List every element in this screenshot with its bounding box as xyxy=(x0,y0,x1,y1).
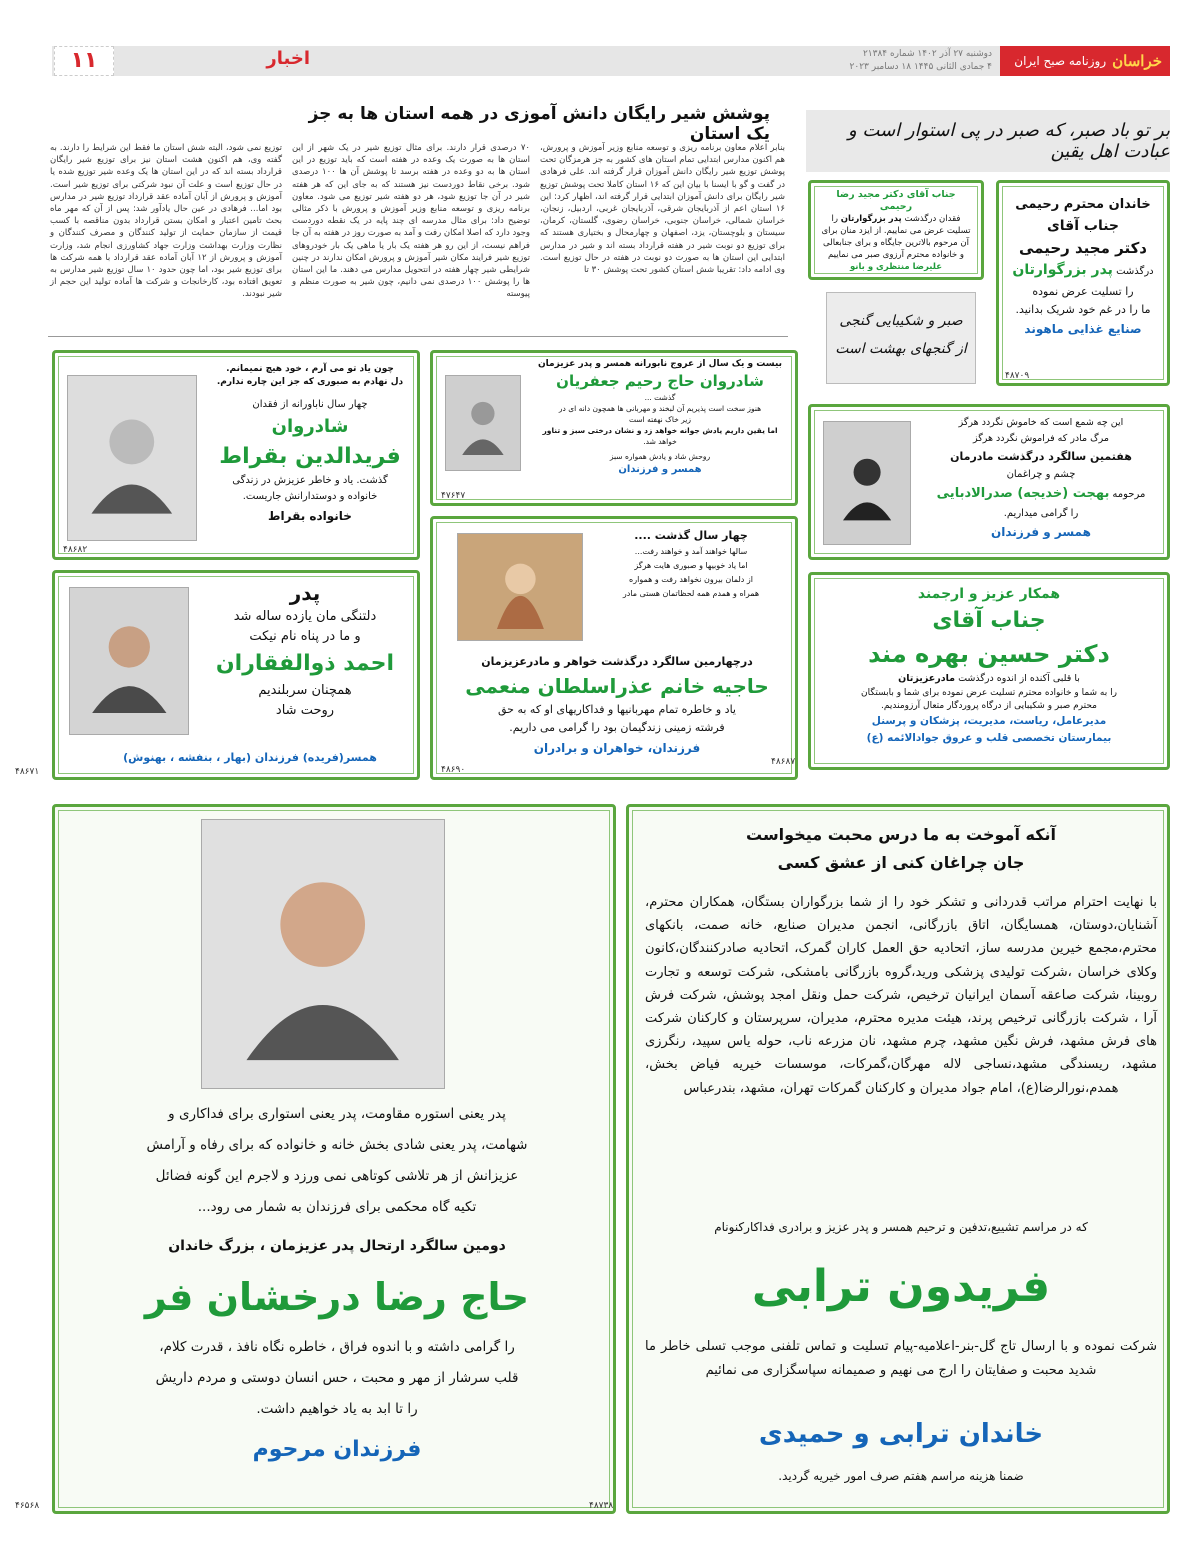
calligraphy-text: بر تو باد صبر، که صبر در پی استوار است و عبادت اهل یقین xyxy=(848,120,1170,162)
ad-signature: خاندان ترابی و حمیدی xyxy=(758,1419,1044,1449)
ad-code: ۴۸۶۷۱ xyxy=(15,767,40,777)
section-title: اخبار xyxy=(266,48,310,69)
ad-name: شادروان حاج رحیم جعفریان xyxy=(556,372,764,390)
ad-signature: خانواده بقراط xyxy=(268,509,352,523)
news-column-3: توزیع نمی شود، البته شش استان ما فقط این شرایط را دارند. به گفته وی، هم اکنون هشت استان نیز برای توزیع شیر رایگان قرارداد بسته اند که در این استان ها یک وعده شیر توزیع شده یا در حال توزیع است و علت آن نبود شرکتی برای توزیع شیر است. آموزش و پرورش از آبان آماده عقد قرارداد توزیع شیر در مدارس بود اما... فرهادی در عین حال یادآور شد: پس از آن که مهر ماه بحث تامین اعتبار و امکان بستن قرارداد بدون مناقصه با کسب قیمت از سازمان حمایت از تولید کنندگان و مصرف کنندگان و نظارت وزارت بهداشت وزارت جهاد کشاورزی انجام شد، وزارت آموزش و پرورش از ۱۲ آبان آماده عقد قرارداد با همه شرکت ها برای توزیع شیر بود، اما چون حدود ۱۰ سال توزیع شیر مدارس به تعویق افتاده بود، کارخانجات و شرکت ها آماده تولید این حجم از شیر نبودند. xyxy=(50,143,283,300)
issue-info xyxy=(830,48,992,74)
ad-text: خانواده و دوستدارانش جاریست. xyxy=(242,491,378,502)
thanks-ad-torabi xyxy=(589,804,1170,1514)
ad-name: حاج رضا درخشان فر xyxy=(144,1275,530,1319)
poem-line: از دلمان بیرون نخواهد رفت و همواره xyxy=(629,575,753,584)
poem-line: همراه و همدم همه لحظاتمان هستی مادر xyxy=(622,589,760,598)
person-photo-icon xyxy=(67,375,197,541)
ad-relation: مادرعزیزتان xyxy=(898,673,956,684)
ad-text: زیر خاک نهفته است xyxy=(629,415,691,424)
ad-code: ۴۸۷۰۹ xyxy=(1005,371,1030,381)
ad-text: ما را در غم خود شریک بدانید. xyxy=(1015,303,1151,316)
ad-text: را گرامی میداریم. xyxy=(1003,508,1079,519)
ad-text: اما یقین داریم یادش جوانه خواهد زد و نشان درختی سبز و تناور xyxy=(542,426,778,435)
poem-line: چون یاد تو می آرم ، خود هیچ نمیمانم. xyxy=(226,364,394,374)
issue-date: دوشنبه ۲۷ آذر ۱۴۰۲ شماره ۲۱۳۸۴ xyxy=(862,49,992,59)
memorial-ad-boqrat xyxy=(52,350,420,560)
news-headline: پوشش شیر رایگان دانش آموزی در همه استان ها به جز یک استان xyxy=(308,104,770,144)
ad-text: و خانواده محترم آرزوی صبر می نماییم xyxy=(828,250,964,260)
ad-title: جناب آقای دکتر مجید رضا رحیمی xyxy=(836,189,956,212)
ad-text: همچنان سربلندیم xyxy=(258,683,352,698)
news-column-2: ۷۰ درصدی قرار دارند. برای مثال توزیع شیر در یک شهر از این استان ها به صورت یک وعده در هفته است که باید توزیع در این استان ها به دو وعده در هفته برسد تا پوشش آن ها ۱۰۰ درصدی شود. برخی نقاط دوردست نیز هستند که به جای این که هر هفته شیر در آن جا توزیع شود، هر دو هفته شیر توزیع می شود. معاون برنامه ریزی و توسعه منابع وزیر آموزش و پرورش با ذکر مثالی توضیح داد: برای مثال مدرسه ای چند پایه در یک نقطه دوردست وجود دارد که اصلا امکان رفت و آمد به صورت روز در هفته به آن جا فراهم نیست، از این رو هر هفته یک بار یا ماهی یک بار خودروهای توزیع شیر فرایند مکان شیر آموزش و پرورش امکان ندارند در چنین شرایطی شیر چهار هفته در انتحویل مدارس می دهند. ما این استان ها را پوشش ۱۰۰ درصدی نمی دانیم، چون شیر به صورت منظم و پیوسته xyxy=(292,143,530,300)
ad-name: احمد ذوالفقاران xyxy=(215,651,395,676)
page-number: ۱۱ xyxy=(54,46,114,76)
ad-title: جناب آقای xyxy=(932,608,1046,633)
ad-signature: همسر و فرزندان xyxy=(618,464,702,475)
ad-code: ۴۷۶۴۷ xyxy=(441,491,466,501)
person-photo-icon xyxy=(823,421,911,545)
ad-text: آن مرحوم بالاترین جایگاه و برای جنابعالی xyxy=(823,238,969,248)
ad-text: محترم صبر و شکیبایی از درگاه پروردگار متعال آرزومندیم. xyxy=(881,701,1097,711)
ad-relation: پدر بزرگوارتان xyxy=(1012,262,1113,278)
ad-signature: فرزندان مرحوم xyxy=(252,1437,422,1462)
ad-signature: بیمارستان تخصصی قلب و عروق جوادالائمه (ع) xyxy=(866,732,1112,744)
ad-name: حاجیه خانم عذراسلطان منعمی xyxy=(465,674,769,698)
memorial-ad-zolfaghari xyxy=(15,570,420,780)
ad-addressee: خاندان محترم رحیمی xyxy=(1015,197,1151,212)
ad-signature: همسر(فریده) فرزندان (بهار ، بنفشه ، بهنوش) xyxy=(123,751,377,764)
ad-text: را به شما و خانواده محترم تسلیت عرض نموده برای شما و بابستگان xyxy=(861,688,1117,698)
calligraphy-line: صبر و شکیبایی گنجی xyxy=(839,313,963,329)
poem-line: مرگ مادر که فراموش نگردد هرگز xyxy=(973,433,1109,444)
poem-line: اما یاد خوبیها و صبوری هایت هرگز xyxy=(634,561,748,570)
ad-text: مرحومه xyxy=(1112,489,1146,500)
ad-text: درگذشت xyxy=(1116,266,1154,277)
ad-text: شرکت نموده و با ارسال تاج گل-بنر-اعلامیه-پیام تسلیت و تماس تلفنی موجب تسلی خاطر ما شدید محبت و صفایتان را ارج می نهیم و صمیمانه سپاسگزاری می نمائیم xyxy=(645,1339,1157,1378)
poem-line: دل نهادم به صبوری که جز این چاره ندارم. xyxy=(216,377,404,387)
brand-tagline: روزنامه صبح ایران xyxy=(1014,54,1107,68)
ad-text: پدر یعنی استوره مقاومت، پدر یعنی استواری برای فداکاری و xyxy=(168,1106,506,1122)
ad-title: پدر xyxy=(289,581,321,605)
poem-line: سالها خواهند آمد و خواهند رفت... xyxy=(634,547,748,556)
ad-text: گذشت. یاد و خاطر عزیزش در زندگی xyxy=(232,475,388,486)
brand-name: خراسان xyxy=(1112,52,1162,70)
ad-text: را تا ابد به یاد خواهیم داشت. xyxy=(256,1401,418,1417)
ad-name: دکتر مجید رحیمی xyxy=(1018,239,1147,257)
ad-text: را xyxy=(831,214,838,224)
ad-signature: علیرضا منتظری و بانو xyxy=(849,262,943,272)
ad-title: بیست و یک سال از عروج نابورانه همسر و پدر عزیزمان xyxy=(537,359,783,369)
ad-text: فرشته زمینی زندگیمان بود را گرامی می داریم. xyxy=(509,721,725,734)
ad-code: ۴۶۵۶۸ xyxy=(15,1501,40,1511)
ad-signature: مدیرعامل، ریاست، مدیریت، پزشکان و پرسنل xyxy=(871,715,1107,727)
ad-text: تسلیت عرض می نماییم. از ایزد منان برای xyxy=(821,226,971,236)
ad-name: فریدالدین بقراط xyxy=(219,444,401,469)
ad-text: که در مراسم تشییع،تدفین و ترحیم همسر و پدر عزیز و برادری فداکارکنونام xyxy=(714,1220,1088,1234)
condolence-ad-rahimi xyxy=(996,180,1170,386)
ad-text: فقدان درگذشت xyxy=(904,214,961,224)
ad-text: عزیزانش از هر تلاشی کوتاهی نمی ورزد و لاجرم این گونه فضائل xyxy=(155,1168,519,1184)
ad-text: چشم و چراغمان xyxy=(1006,469,1076,480)
ad-text: را گرامی داشته و با اندوه فراق ، خاطره نگاه نافذ ، قدرت کلام، xyxy=(159,1339,515,1355)
ad-title: شادروان xyxy=(271,416,349,437)
memorial-ad-derakhshanfar xyxy=(15,804,616,1514)
memorial-ad-mother xyxy=(808,404,1170,560)
person-photo-icon xyxy=(69,587,189,735)
ad-signature: صنایع غذایی ماهوند xyxy=(1024,322,1142,336)
ad-text: درچهارمین سالگرد درگذشت خواهر و مادرعزیزمان xyxy=(481,655,753,668)
ad-text: چهار سال ناباورانه از فقدان xyxy=(252,399,368,410)
ad-title: هفتمین سالگرد درگذشت مادرمان xyxy=(950,450,1132,463)
ad-note: ضمنا هزینه مراسم هفتم صرف امور خیریه گردید. xyxy=(778,1469,1024,1483)
issue-date-alt: ۴ جمادی الثانی ۱۴۴۵ ۱۸ دسامبر ۲۰۲۳ xyxy=(849,62,992,72)
ad-text: روحت شاد xyxy=(275,703,335,718)
memorial-ad-monemi xyxy=(430,516,798,780)
calligraphy-box xyxy=(826,292,976,384)
ad-name: فریدون ترابی xyxy=(751,1261,1051,1312)
ad-title: جناب آقای xyxy=(1046,218,1120,234)
ad-title: جان چراغان کنی از عشق کسی xyxy=(777,853,1025,872)
brand-logo xyxy=(1000,46,1170,76)
person-photo-icon xyxy=(201,819,445,1089)
ad-text: قلب سرشار از مهر و محبت ، حس انسان دوستی و مردم داریش xyxy=(155,1370,519,1386)
person-photo-icon xyxy=(457,533,583,641)
condolence-ad-small xyxy=(808,180,984,280)
ad-text: شهامت، پدر یعنی شادی بخش خانه و خانواده که برای رفاه و آرامش xyxy=(146,1137,528,1153)
ad-title: همکار عزیز و ارجمند xyxy=(917,586,1061,602)
ad-name: بهجت (خدیجه) صدرالادبایی xyxy=(936,486,1110,501)
ad-title: چهار سال گذشت .... xyxy=(634,529,748,542)
ad-title: آنکه آموخت به ما درس محبت میخواست xyxy=(746,825,1056,844)
ad-text: با قلبی آکنده از اندوه درگذشت xyxy=(958,673,1080,684)
condolence-ad-bahremand xyxy=(771,572,1170,770)
ad-text: خواهد شد. xyxy=(643,437,677,446)
calligraphy-line: از گنجهای بهشت است xyxy=(835,341,967,357)
ad-code: ۴۸۷۳۸ xyxy=(589,1501,614,1511)
memorial-ad-jafarian xyxy=(430,350,798,506)
calligraphy-banner xyxy=(806,110,1170,172)
ad-text: و ما در پناه نام نیکت xyxy=(249,629,361,644)
ad-text: یاد و خاطره تمام مهربانیها و فداکاریهای او که به حق xyxy=(498,703,736,716)
ad-text: دلتنگی مان یازده ساله شد xyxy=(233,609,377,624)
poem-line: این چه شمع است که خاموش نگردد هرگز xyxy=(958,417,1124,428)
ad-text: دومین سالگرد ارتحال پدر عزیزمان ، بزرگ خاندان xyxy=(168,1238,506,1254)
ad-signature: فرزندان، خواهران و برادران xyxy=(533,741,701,755)
ad-signature: همسر و فرزندان xyxy=(991,525,1091,539)
ad-text: را تسلیت عرض نموده xyxy=(1032,285,1134,298)
ad-text: روحش شاد و یادش همواره سبز xyxy=(609,452,711,461)
ad-relation: پدر بزرگوارتان xyxy=(840,214,902,224)
ad-code: ۴۸۶۸۲ xyxy=(63,545,88,555)
ad-code: ۴۸۶۸۷ xyxy=(771,757,796,767)
ad-text: گذشت ... xyxy=(644,393,676,402)
person-photo-icon xyxy=(445,375,521,471)
ad-text: هنوز سخت است پذیریم آن لبخند و مهربانی ها همچون دانه ای در xyxy=(558,404,762,413)
divider xyxy=(48,336,788,337)
ad-code: ۴۸۶۹۰ xyxy=(441,765,466,775)
ad-text: تکیه گاه محکمی برای فرزندان به شمار می رود... xyxy=(197,1199,477,1215)
news-column-1: بنابر اعلام معاون برنامه ریزی و توسعه منابع وزیر آموزش و پرورش، هم اکنون مدارس ابتدایی تمام استان های کشور به جز هرمزگان تحت پوشش توزیع شیر رایگان دانش آموزان قرار گرفته اند. علی فرهادی در گفت و گو با ایسنا با بیان این که ۱۶ استان کاملا تحت پوشش توزیع شیر رایگان برای دانش آموزان ابتدایی قرار گرفته اند، اظهار کرد: این ۱۶ استان اعم از آذربایجان شرقی، آذربایجان غربی، اردبیل، زنجان، خراسان شمالی، خراسان جنوبی، خراسان رضوی، گلستان، کرمان، سیستان و بلوچستان، یزد، اصفهان و چهارمحال و بختیاری هستند که برای توزیع دو نوبت شیر در هفته قرارداد بسته اند و شیر در مدارس ابتدایی این استان ها به صورت دو نوبت در هفته در حال توزیع است. وی ادامه داد: تقریبا شش استان کشور تحت پوشش ۳۰ تا xyxy=(540,143,785,276)
ad-body: با نهایت احترام مراتب قدردانی و تشکر خود را از شما بزرگواران بستگان، همکاران محترم، آشنایان،دوستان، همسایگان، اتاق بازرگانی، انجمن مدیران صنایع، خانه صمت، بانکهای محترم،مجمع خیرین مدرسه ساز، اتحادیه حق العمل کاران گمرک، اتحادیه صادرکنندگان،کانون وکلای خراسان ،شرکت تولیدی پزشکی ورید،گروه بازرگانی بامشکی، شرکت توسعه و تجارت روبینا، شرکت صاعقه آسمان ایرانیان ترخیص، شرکت حمل ونقل امجد پوشش، شرکت فرش آرا ، شرکت بازرگانی ترخیص پرند، هیئت مدیره محترم، مدیران، سرپرستان و کارکنان شرکت های فرش مشهد، فرش نگین مشهد، چرم مشهد، نان مزرعه ناب، حوله یاس سپید، رنگرزی مشهد، ریسندگی مشهد،نساجی لاله مهرگان،گمرکات، موسسات خیریه فیاض بخش، همدم،نورالرضا(ع)، امام جواد مدیران و کارکنان گمرکات تهران، مشهد، بندرعباس xyxy=(645,895,1157,1096)
ad-name: دکتر حسین بهره مند xyxy=(868,640,1110,668)
